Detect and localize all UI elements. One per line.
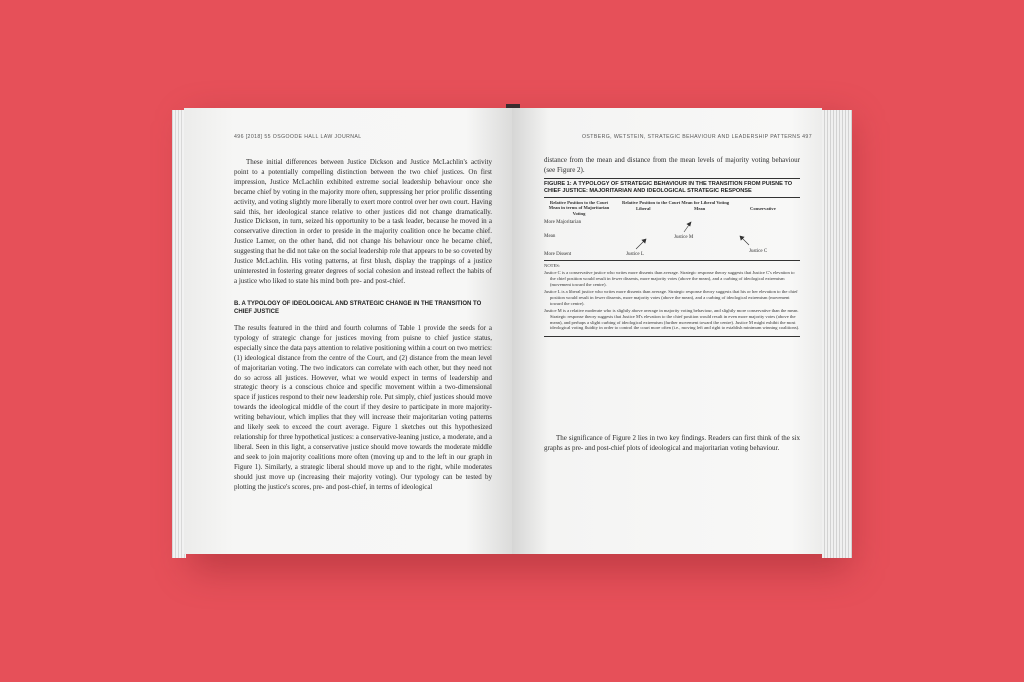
paragraph-text: distance from the mean and distance from the mean levels of majority voting behaviour (see Figure 2). <box>544 156 800 174</box>
x-label-liberal: Liberal <box>636 206 651 211</box>
arrowhead-m <box>687 222 691 226</box>
left-paragraph-1 <box>234 158 492 287</box>
y-label-more-majoritarian: More Majoritarian <box>544 220 582 225</box>
paragraph-text: These initial differences between Justice Dickson and Justice McLachlin's activity point to a potentially compelling distinction between the two chief justices. On first impression, Justice McLachlin exhibited extreme social leadership behaviour once she became chief by voting in the majority more often, suppressing her prior prolific dissenting activity, and voting slightly more liberally to exert more control over her own court. Having said this, her ideological stance relative to other justices did not change dramatically. Justice Dickson, in turn, seized his opportunity to be a task leader, because he moved in a conservative direction in order to preside in the majority coalition once he became chief. Justice Lamer, on the other hand, did not change his behaviour once he became chief, suggesting that he did not take on the social leadership role that appears to be so coveted by Justice McLachlin. His voting patterns, at first blush, display the trappings of a justice uninterested in fostering greater degrees of social cohesion and instead reflect the habits of a justice who liked to state his mind both pre- and post-chief. <box>234 158 492 285</box>
open-book <box>172 104 852 560</box>
justice-l-label: Justice L <box>626 252 644 257</box>
right-paragraph-top <box>544 156 800 176</box>
right-paragraph-bottom <box>544 434 800 454</box>
x-label-mean: Mean <box>694 206 706 211</box>
y-label-mean: Mean <box>544 234 556 239</box>
paragraph-text: The results featured in the third and fourth columns of Table 1 provide the seeds for a typology of strategic change for justices moving from puisne to chief justice status, especially since the data pays attention to relative positioning within a court on two metrics: (1) ideological distance from the centre of the Court, and (2) distance from the mean level of majoritarian voting. The two indicators can correlate with each other, but they need not do so across all justices. However, what we would expect in terms of leadership and strategic theory is a conscious choice and specific movement within a two-dimensional space if justices respond to their new leadership role. Put simply, chief justices should move towards the ideological middle of the court if they desire to participate in more majority-writing behaviour, which implies that they will increase their majoritarian voting patterns and likely seek to exceed the court average. Figure 1 sketches out this hypothesized relationship for three hypothetical justices: a conservative-leaning justice, a moderate, and a liberal. Seen in this light, a conservative justice should move towards the moderate middle and seek to join majority coalitions more often (moving up and to the left in our graph in Figure 1). Similarly, a strategic liberal should move up and to the right, while moderates should just move up (increasing their majority voting). Our typology can be tested by plotting the justice's scores, pre- and post-chief, in terms of ideological <box>234 324 492 491</box>
justice-m-label: Justice M <box>674 235 694 240</box>
note-justice-m: Justice M is a relative moderate who is slightly above average in majority voting behaviour, and slightly more conservative than the mean. Strategic response theory suggests that Justice M's elevation to the chief position would result in even more majority votes (above the mean), and perhaps a slight curbing of ideological extremism (further movement toward the centre). Justice M might exhibit the most ideological voting fluidity in order to control the court more often (i.e., moving left and right to establish minimum winning coalitions). <box>544 308 800 331</box>
note-justice-l: Justice L is a liberal justice who writes more dissents than average. Strategic response theory suggests that his or her elevation to the chief position would result in fewer dissents, more majority votes (above the mean), and a curbing of ideological extremism (movement toward the centre). <box>544 289 798 306</box>
figure-arrows <box>544 198 800 260</box>
left-paragraph-2 <box>234 324 492 492</box>
left-page <box>184 108 516 554</box>
right-page <box>512 108 822 554</box>
right-running-header: OSTBERG, WETSTEIN, STRATEGIC BEHAVIOUR AND LEADERSHIP PATTERNS 497 <box>582 134 812 140</box>
notes-label: NOTES: <box>544 263 561 268</box>
figure-notes <box>544 260 800 337</box>
figure-diagram <box>544 198 800 260</box>
y-label-more-dissent: More Dissent <box>544 252 572 257</box>
section-heading: B. A TYPOLOGY OF IDEOLOGICAL AND STRATEGIC CHANGE IN THE TRANSITION TO CHIEF JUSTICE <box>234 301 482 315</box>
right-page-edges <box>822 110 852 558</box>
figure-title: FIGURE 1: A TYPOLOGY OF STRATEGIC BEHAVIOUR IN THE TRANSITION FROM PUISNE TO CHIEF JUSTICE: MAJORITARIAN AND IDEOLOGICAL STRATEGIC RESPONSE <box>544 178 800 198</box>
left-running-header: 496 [2018] 55 OSGOODE HALL LAW JOURNAL <box>234 134 362 140</box>
x-label-conservative: Conservative <box>750 206 776 211</box>
x-axis-title: Relative Position to the Court Mean for Liberal Voting <box>622 200 730 205</box>
paragraph-text: The significance of Figure 2 lies in two key findings. Readers can first think of the six graphs as pre- and post-chief plots of ideological and majoritarian voting behaviour. <box>544 434 800 452</box>
figure-1 <box>544 178 800 337</box>
note-justice-c: Justice C is a conservative justice who writes more dissents than average. Strategic response theory suggests that Justice C's elevation to the chief position would result in fewer dissents, more majority votes (above the mean), and a curbing of ideological extremism (movement toward the centre). <box>544 270 795 287</box>
justice-c-label: Justice C <box>749 249 768 254</box>
y-axis-title: Relative Position to the Court Mean in terms of Majoritarian Voting <box>548 200 610 216</box>
